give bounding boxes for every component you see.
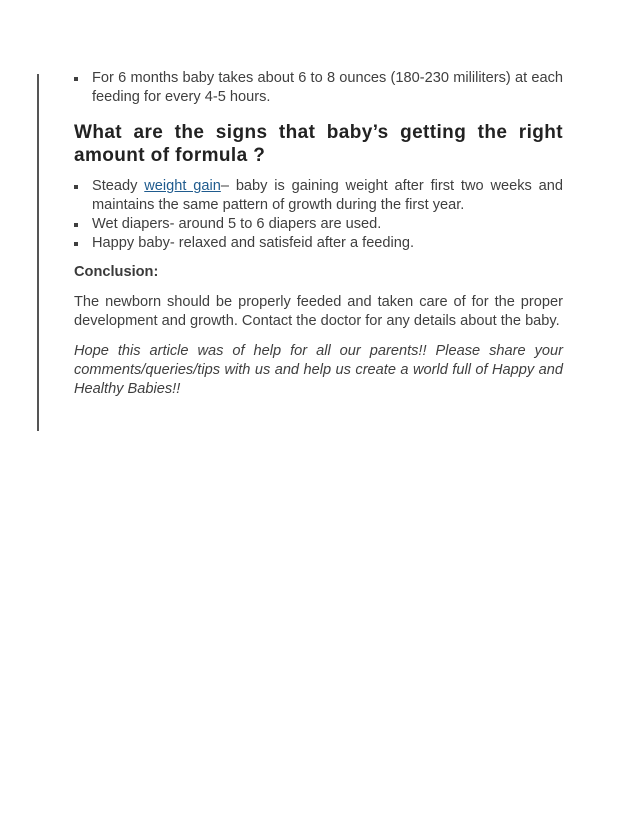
signs-list [74, 177, 563, 253]
bullet-icon [74, 185, 78, 189]
list-item [74, 177, 563, 215]
weight-gain-link[interactable]: weight gain [144, 178, 221, 194]
article-content [74, 69, 563, 399]
list-item [74, 215, 563, 234]
list-item [74, 69, 563, 107]
conclusion-title: Conclusion: [74, 264, 159, 280]
section-heading: What are the signs that baby’s getting the right amount of formula ? [74, 122, 563, 166]
bullet-icon [74, 77, 78, 81]
margin-rule [37, 74, 39, 431]
list-item-text: Wet diapers- around 5 to 6 diapers are used. [92, 216, 382, 232]
list-item-prefix: Steady [92, 178, 145, 194]
list-item-suffix: – baby is gaining weight after first two weeks and maintains the same pattern of growth during the first year. [92, 178, 563, 213]
bullet-icon [74, 223, 78, 227]
list-item-text: For 6 months baby takes about 6 to 8 ounces (180-230 mililiters) at each feeding for every 4-5 hours. [92, 70, 563, 105]
closing-note: Hope this article was of help for all our parents!! Please share your comments/queries/tips with us and help us create a world full of Happy and Healthy Babies!! [74, 343, 563, 397]
list-item-text: Happy baby- relaxed and satisfeid after a feeding. [92, 235, 415, 251]
conclusion-body: The newborn should be properly feeded and taken care of for the proper development and growth. Contact the doctor for any details about the baby. [74, 294, 563, 329]
feeding-list [74, 69, 563, 107]
list-item [74, 234, 563, 253]
bullet-icon [74, 242, 78, 246]
